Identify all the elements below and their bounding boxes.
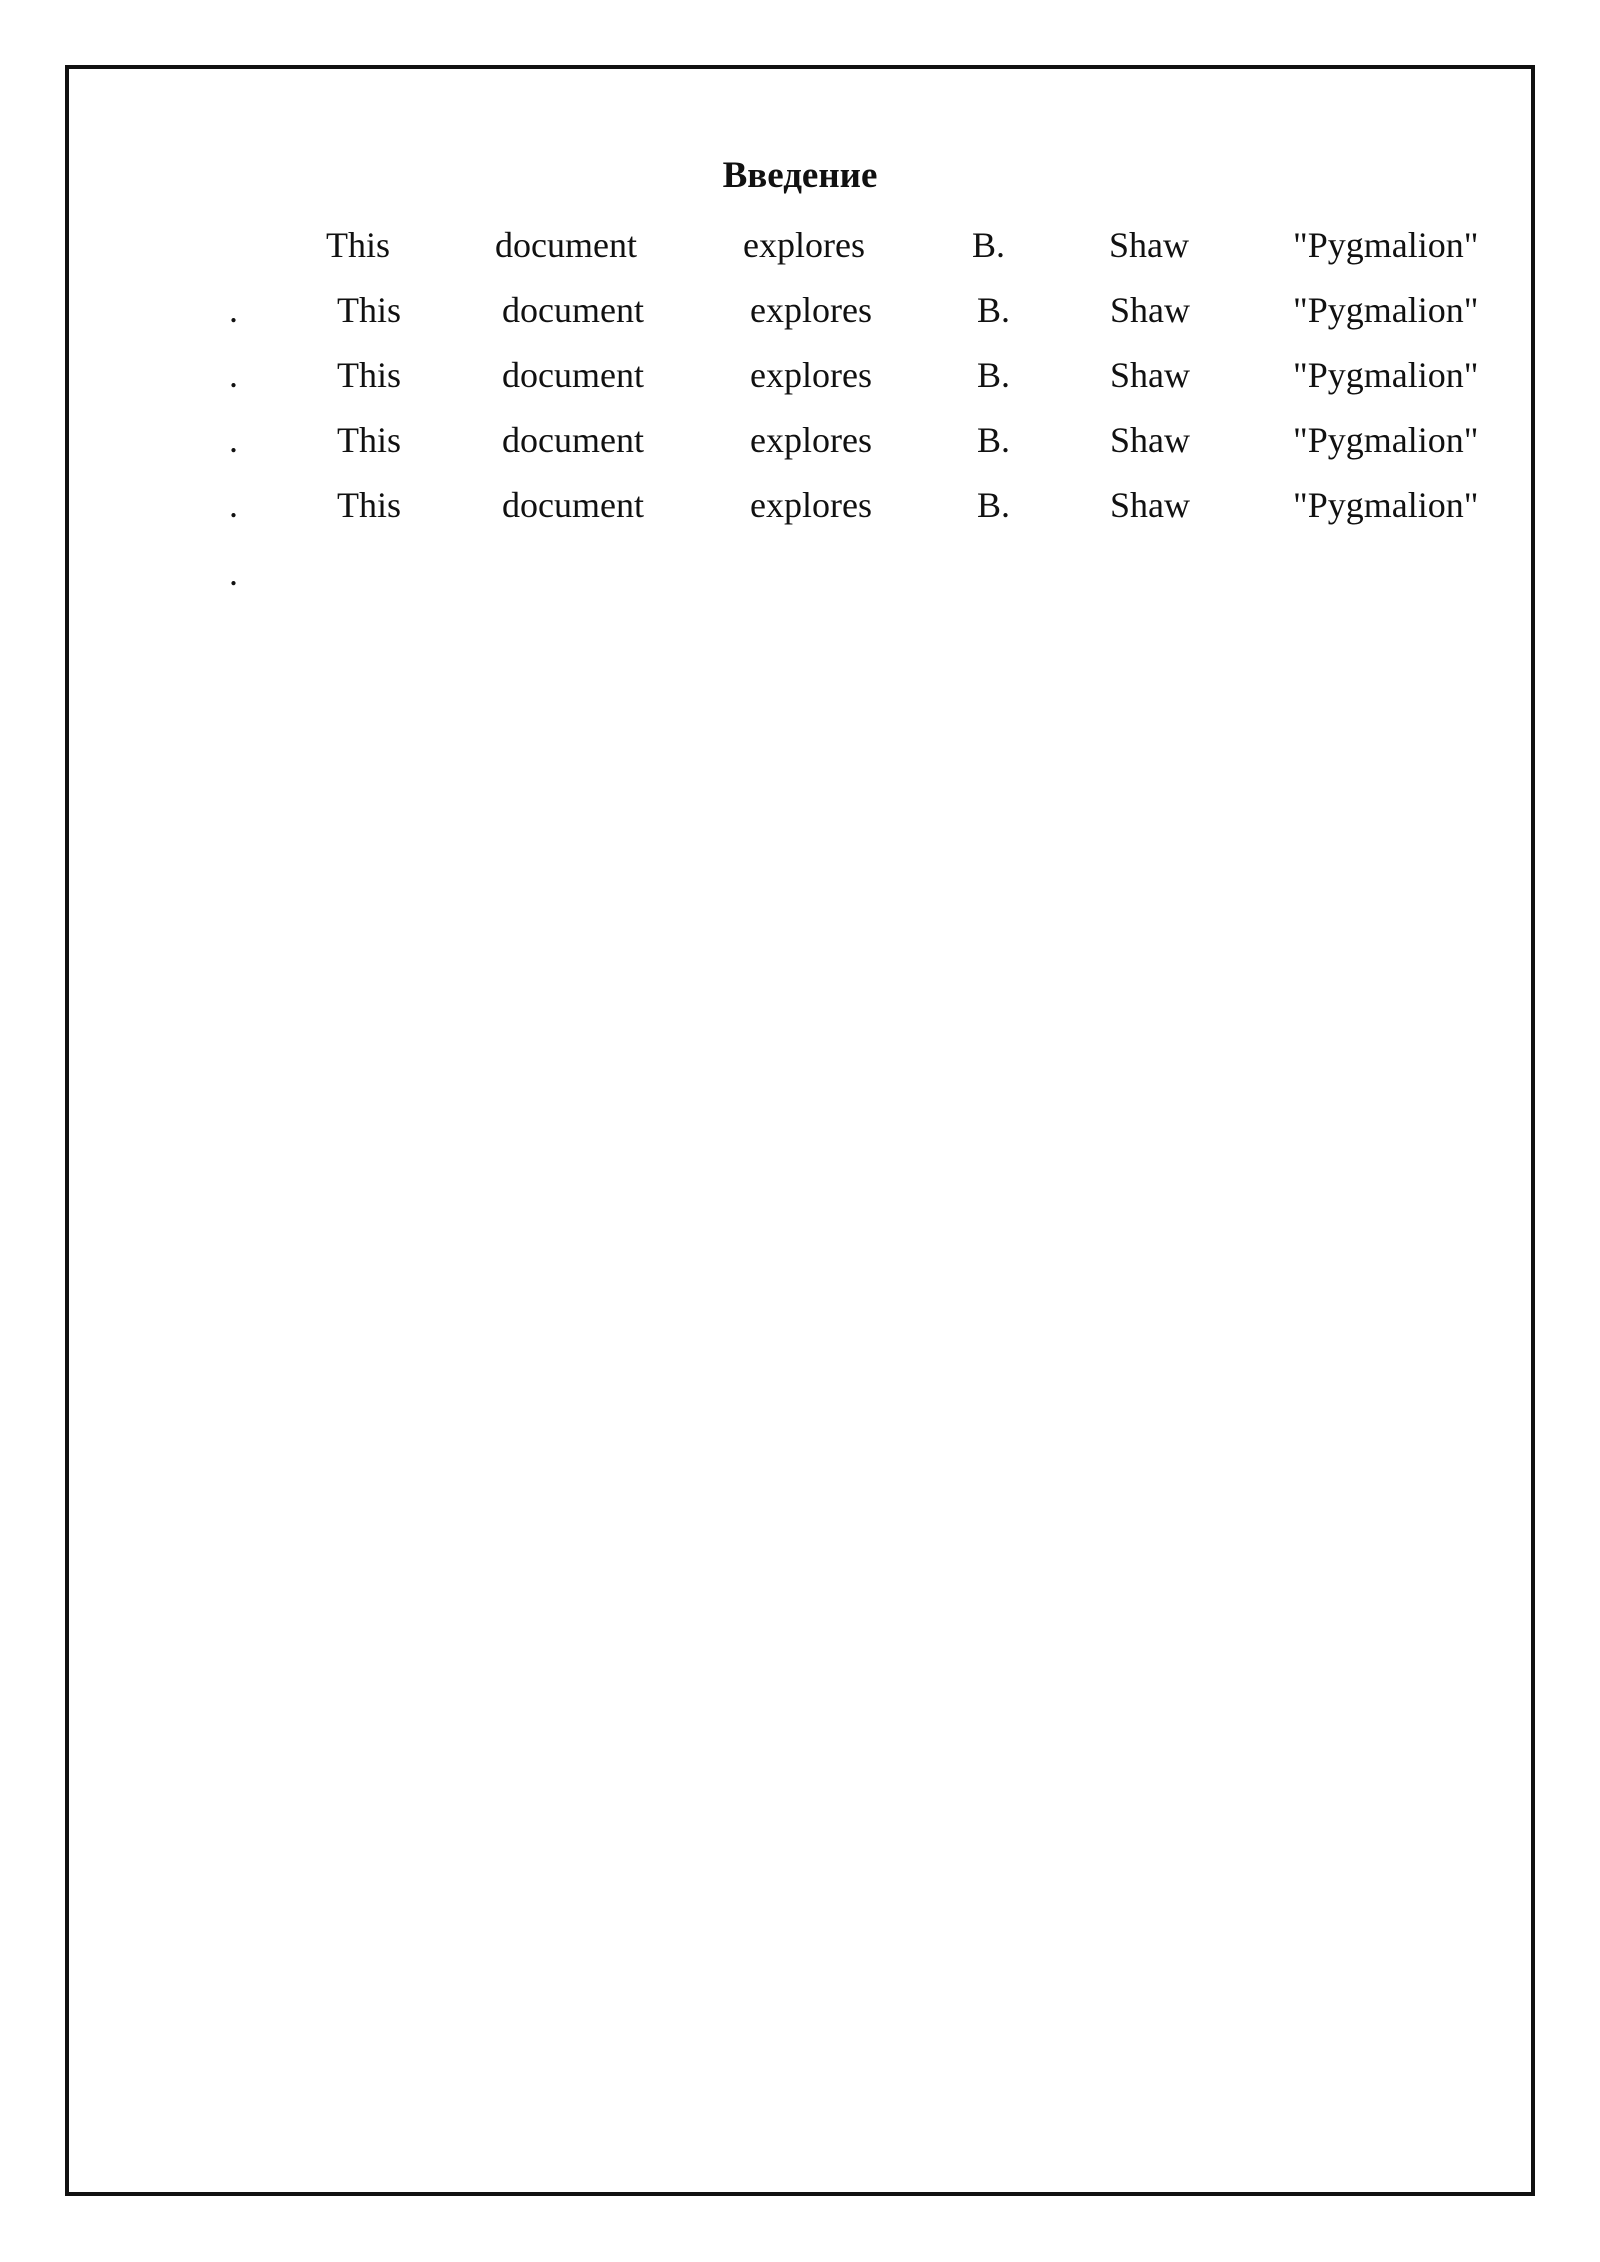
word: Shaw [1109, 225, 1189, 265]
word: This [337, 420, 402, 460]
word: document [495, 225, 637, 265]
word: explores [750, 485, 872, 525]
word: B. [972, 225, 1006, 265]
word: Shaw [1110, 420, 1190, 460]
word: document [502, 420, 644, 460]
word: document [502, 290, 644, 330]
text-line [0, 222, 1600, 268]
word: This [337, 290, 402, 330]
word: explores [750, 290, 872, 330]
word: This [337, 355, 402, 395]
word: "Pygmalion" [1293, 485, 1479, 525]
word: "Pygmalion" [1293, 290, 1479, 330]
word: Shaw [1110, 355, 1190, 395]
word: explores [750, 420, 872, 460]
word: Shaw [1110, 485, 1190, 525]
word: This [337, 485, 402, 525]
text-line [0, 417, 1600, 463]
text-line [0, 352, 1600, 398]
line-leading-dot: . [229, 290, 238, 330]
word: explores [750, 355, 872, 395]
word: B. [977, 290, 1011, 330]
text-line [0, 287, 1600, 333]
line-leading-dot: . [229, 355, 238, 395]
trailing-dot: . [229, 553, 238, 593]
line-leading-dot: . [229, 485, 238, 525]
word: B. [977, 420, 1011, 460]
word: B. [977, 355, 1011, 395]
word: document [502, 355, 644, 395]
word: B. [977, 485, 1011, 525]
line-leading-dot: . [229, 420, 238, 460]
text-line [0, 482, 1600, 528]
word: Shaw [1110, 290, 1190, 330]
word: "Pygmalion" [1293, 355, 1479, 395]
word: document [502, 485, 644, 525]
word: explores [743, 225, 865, 265]
word: "Pygmalion" [1293, 225, 1479, 265]
page-title: Введение [722, 155, 878, 196]
word: "Pygmalion" [1293, 420, 1479, 460]
word: This [326, 225, 391, 265]
